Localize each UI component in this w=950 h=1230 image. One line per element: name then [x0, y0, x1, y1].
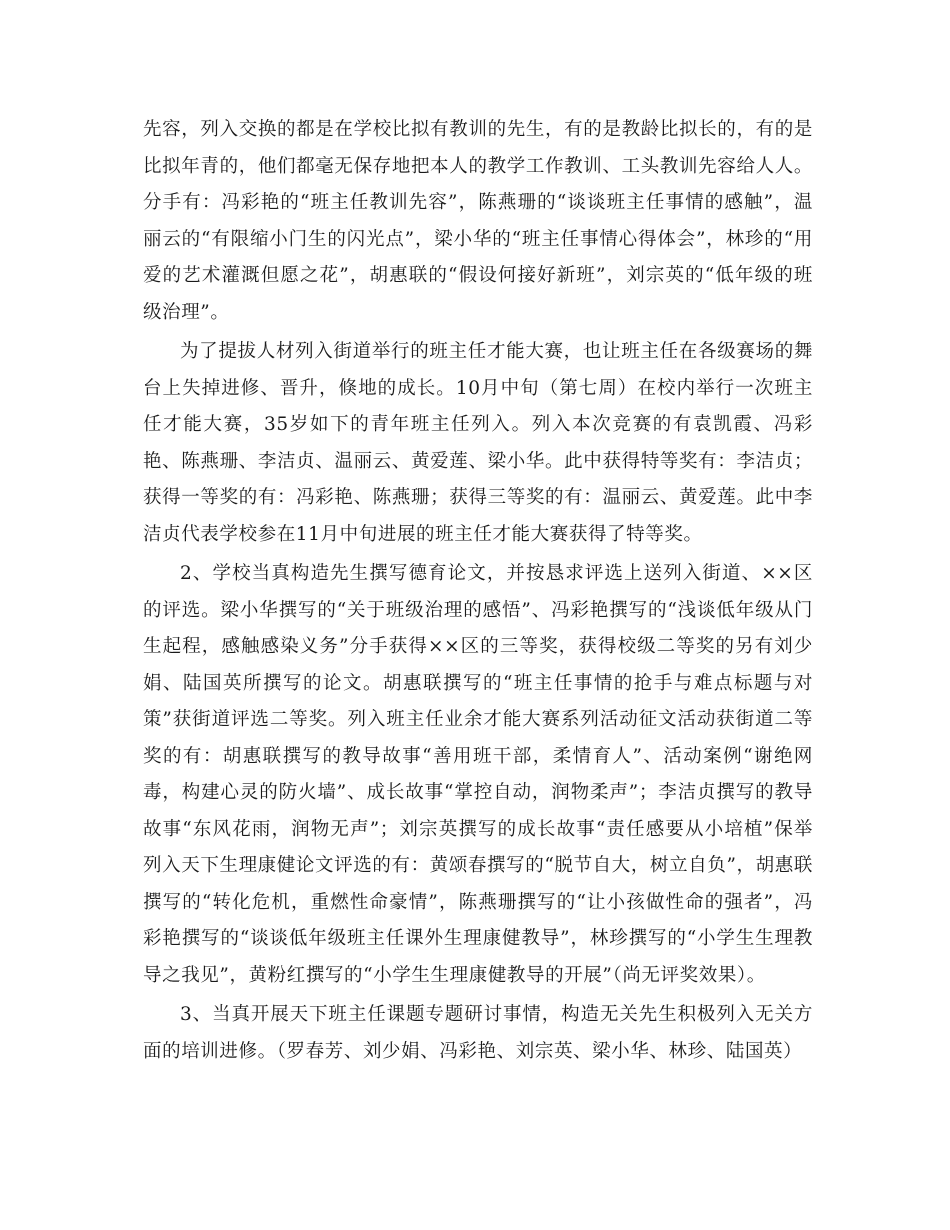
paragraph-exchange-introduction: 先容，列入交换的都是在学校比拟有教训的先生，有的是教龄比拟长的，有的是比拟年青的，他们都毫无保存地把本人的教学工作教训、工头教训先容给人人。分手有：冯彩艳的“班主任教训先容”，陈燕珊的“谈谈班主任事情的感触”，温丽云的“有限缩小门生的闪光点”，梁小华的“班主任事情心得体会”，林珍的“用爱的艺术灌溉但愿之花”，胡惠联的“假设何接好新班”，刘宗英的“低年级的班级治理”。 [143, 119, 813, 323]
paragraph-moral-education-papers: 2、学校当真构造先生撰写德育论文，并按恳求评选上送列入街道、××区的评选。梁小华撰写的“关于班级治理的感悟”、冯彩艳撰写的“浅谈低年级从门生起程，感触感染义务”分手获得××区的三等奖，获得校级二等奖的另有刘少娟、陆国英所撰写的论文。胡惠联撰写的“班主任事情的抢手与难点标题与对策”获街道评选二等奖。列入班主任业余才能大赛系列活动征文活动获街道二等奖的有：胡惠联撰写的教导故事“善用班干部，柔情育人”、活动案例“谢绝网毒，构建心灵的防火墙”、成长故事“掌控自动，润物柔声”；李洁贞撰写的教导故事“东风花雨，润物无声”；刘宗英撰写的成长故事“责任感要从小培植”保举列入天下生理康健论文评选的有：黄颂春撰写的“脱节自大，树立自负”，胡惠联撰写的“转化危机，重燃性命豪情”，陈燕珊撰写的“让小孩做性命的强者”，冯彩艳撰写的“谈谈低年级班主任课外生理康健教导”，林珍撰写的“小学生生理教导之我见”，黄粉红撰写的“小学生生理康健教导的开展”（尚无评奖效果）。 [143, 563, 813, 986]
paragraph-research-training: 3、当真开展天下班主任课题专题研讨事情，构造无关先生积极列入无关方面的培训进修。（罗春芳、刘少娟、冯彩艳、刘宗英、梁小华、林珍、陆国英） [143, 1004, 813, 1062]
document-body [143, 112, 813, 1073]
paragraph-ability-contest: 为了提拔人材列入街道举行的班主任才能大赛，也让班主任在各级赛场的舞台上失掉进修、晋升，倏地的成长。10月中旬（第七周）在校内举行一次班主任才能大赛，35岁如下的青年班主任列入。列入本次竞赛的有袁凯霞、冯彩艳、陈燕珊、李洁贞、温丽云、黄爱莲、梁小华。此中获得特等奖有：李洁贞；获得一等奖的有：冯彩艳、陈燕珊；获得三等奖的有：温丽云、黄爱莲。此中李洁贞代表学校参在11月中旬进展的班主任才能大赛获得了特等奖。 [143, 341, 813, 545]
